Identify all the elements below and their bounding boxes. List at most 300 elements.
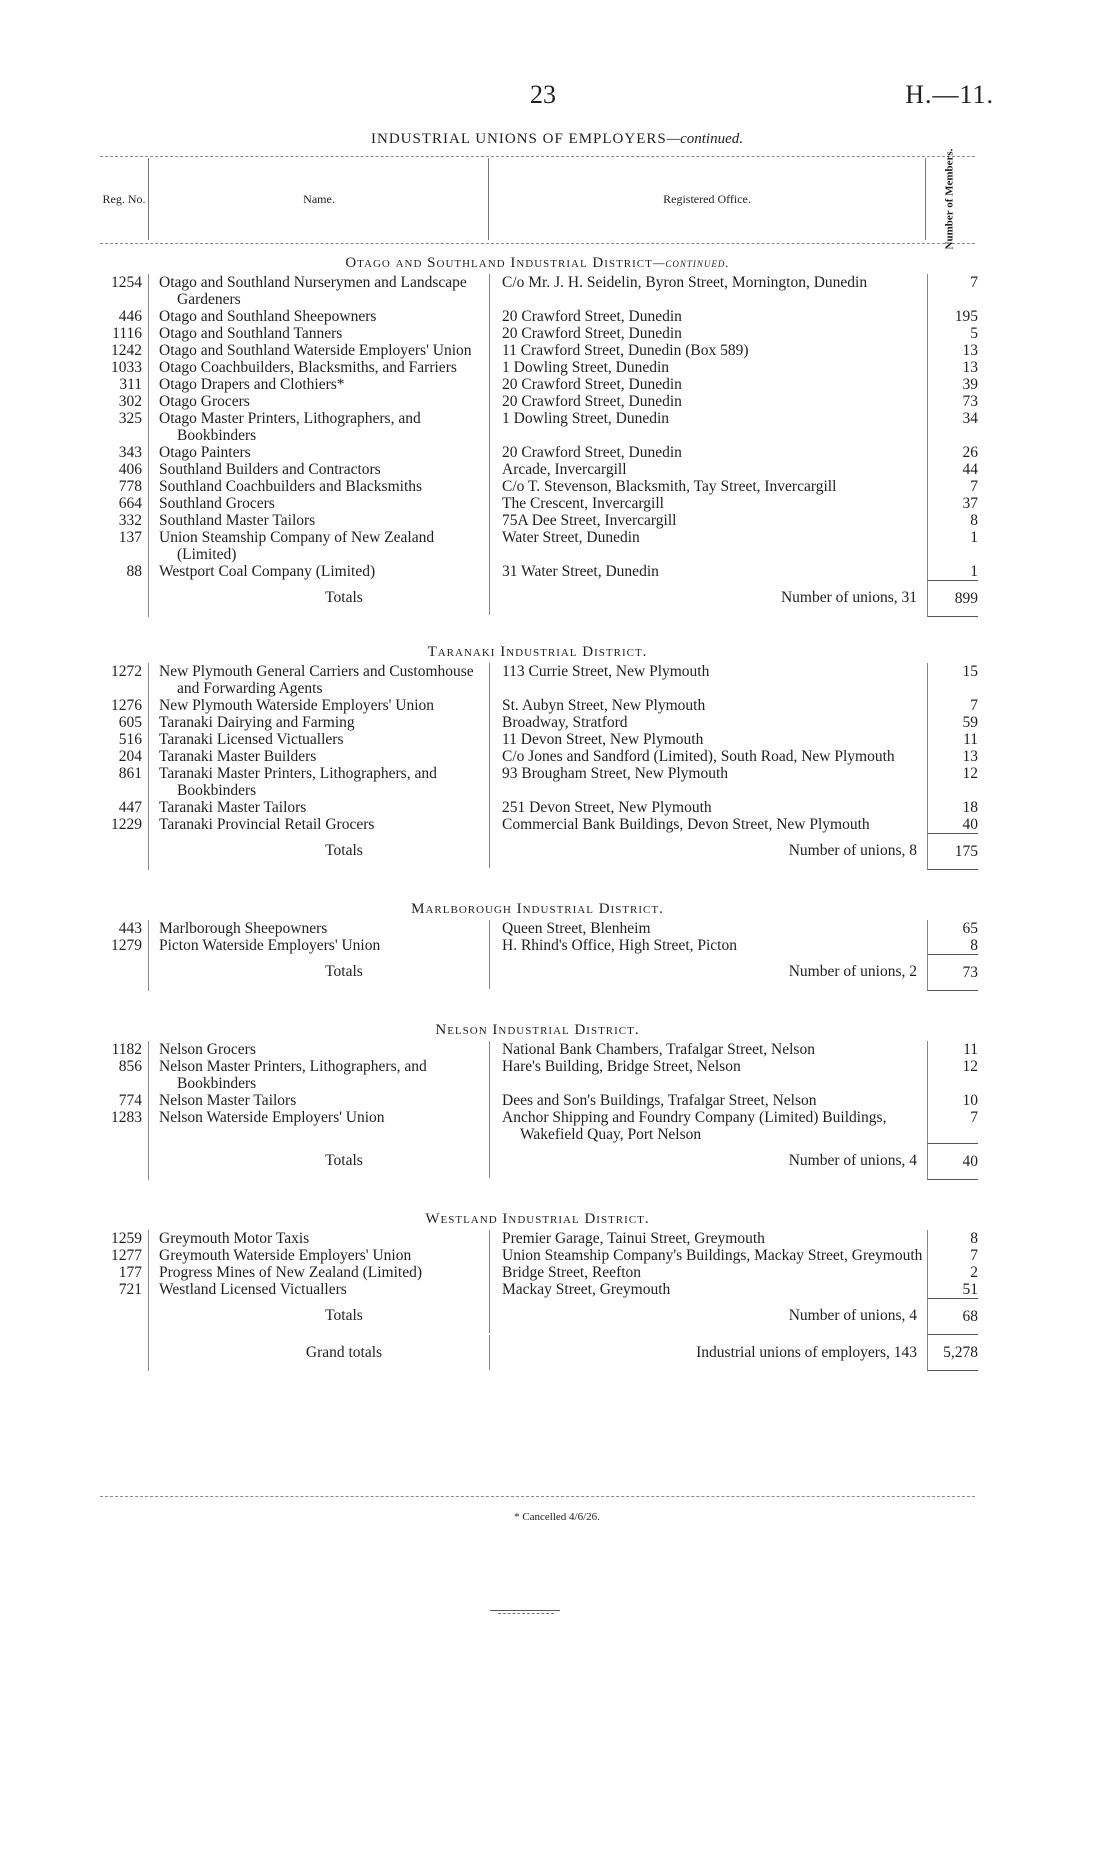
table-row [100, 920, 978, 937]
union-name: Otago and Southland Tanners [159, 325, 343, 342]
union-name-cell [148, 663, 489, 697]
member-count: 13 [927, 748, 978, 765]
member-count: 7 [927, 697, 978, 714]
union-name: Taranaki Master Tailors [159, 799, 307, 816]
column-header-name: Name. [148, 158, 489, 240]
table-row [100, 799, 978, 816]
totals-label: Totals [325, 842, 363, 859]
table-row [100, 714, 978, 731]
totals-union-count-cell [489, 1298, 927, 1333]
member-count: 5 [927, 325, 978, 342]
member-count: 65 [927, 920, 978, 937]
totals-row [100, 954, 978, 991]
union-name-cell [148, 748, 489, 765]
union-name: Taranaki Dairying and Farming [159, 714, 355, 731]
table-row [100, 1092, 978, 1109]
totals-label: Totals [325, 963, 363, 980]
member-count: 1 [927, 563, 978, 580]
table-row [100, 1230, 978, 1247]
totals-members: 68 [927, 1298, 978, 1335]
column-header-reg: Reg. No. [102, 192, 146, 206]
reg-number: 1229 [111, 816, 142, 833]
reg-number: 177 [118, 1264, 142, 1281]
totals-union-count-cell [489, 833, 927, 868]
union-name-cell [148, 342, 489, 359]
district-title [100, 1019, 975, 1041]
union-name: Nelson Master Printers, Lithographers, and Bookbinders [159, 1058, 427, 1092]
totals-label-cell [148, 833, 489, 870]
registered-office: 20 Crawford Street, Dunedin [502, 393, 682, 410]
union-name-cell [148, 1092, 489, 1109]
totals-label-cell [148, 954, 489, 991]
union-name: New Plymouth Waterside Employers' Union [159, 697, 435, 714]
member-count: 195 [927, 308, 978, 325]
registered-office-cell [489, 1058, 927, 1092]
reg-number: 1182 [111, 1041, 142, 1058]
union-name-cell [148, 1281, 489, 1298]
table-row [100, 663, 978, 697]
union-name: Greymouth Waterside Employers' Union [159, 1247, 412, 1264]
reg-number: 516 [118, 731, 142, 748]
registered-office: Mackay Street, Greymouth [502, 1281, 671, 1298]
registered-office: The Crescent, Invercargill [502, 495, 664, 512]
registered-office-cell [489, 512, 927, 529]
heading-main: INDUSTRIAL UNIONS OF EMPLOYERS [371, 131, 667, 147]
reg-number: 721 [118, 1281, 142, 1298]
table-row [100, 461, 978, 478]
district-title-text: Westland Industrial District. [425, 1211, 650, 1227]
member-count: 7 [927, 1247, 978, 1264]
member-count: 7 [927, 1109, 978, 1143]
district-title-text: Nelson Industrial District. [435, 1022, 640, 1038]
table-row [100, 748, 978, 765]
union-name-cell [148, 1230, 489, 1247]
district-title [100, 898, 975, 920]
registered-office-cell [489, 359, 927, 376]
union-name-cell [148, 765, 489, 799]
union-name: Greymouth Motor Taxis [159, 1230, 310, 1247]
member-count: 13 [927, 342, 978, 359]
union-name: Nelson Waterside Employers' Union [159, 1109, 385, 1126]
totals-members: 899 [927, 580, 978, 617]
reg-number: 664 [118, 495, 142, 512]
table-row [100, 937, 978, 954]
registered-office-cell [489, 393, 927, 410]
grand-totals-members: 5,278 [927, 1335, 978, 1371]
grand-totals-reg-empty [100, 1335, 148, 1371]
registered-office: Premier Garage, Tainui Street, Greymouth [502, 1230, 765, 1247]
reg-number: 1242 [111, 342, 142, 359]
union-name-cell [148, 325, 489, 342]
union-name: Taranaki Master Builders [159, 748, 317, 765]
union-name: Otago Grocers [159, 393, 250, 410]
member-count: 15 [927, 663, 978, 697]
union-name-cell [148, 529, 489, 563]
union-name-cell [148, 697, 489, 714]
table-row [100, 444, 978, 461]
grand-totals-union-count: Industrial unions of employers, 143 [696, 1344, 917, 1361]
totals-reg-empty [100, 1143, 148, 1180]
registered-office-cell [489, 1247, 927, 1264]
member-count: 7 [927, 478, 978, 495]
reg-number: 1033 [111, 359, 142, 376]
reg-number: 137 [118, 529, 142, 546]
union-name: Marlborough Sheepowners [159, 920, 328, 937]
registered-office-cell [489, 461, 927, 478]
union-name-cell [148, 359, 489, 376]
totals-reg-empty [100, 954, 148, 991]
member-count: 39 [927, 376, 978, 393]
member-count: 12 [927, 765, 978, 799]
registered-office-cell [489, 663, 927, 697]
registered-office: Bridge Street, Reefton [502, 1264, 642, 1281]
member-count: 8 [927, 1230, 978, 1247]
registered-office: 31 Water Street, Dunedin [502, 563, 659, 580]
union-name-cell [148, 799, 489, 816]
table-row [100, 731, 978, 748]
table-row [100, 410, 978, 444]
registered-office-cell [489, 308, 927, 325]
registered-office: 1 Dowling Street, Dunedin [502, 410, 670, 427]
registered-office: Hare's Building, Bridge Street, Nelson [502, 1058, 741, 1075]
registered-office-cell [489, 376, 927, 393]
district-section [100, 1019, 978, 1208]
union-name-cell [148, 495, 489, 512]
registered-office: Arcade, Invercargill [502, 461, 627, 478]
totals-label-cell [148, 580, 489, 617]
table-row [100, 529, 978, 563]
district-section [100, 252, 978, 641]
totals-reg-empty [100, 580, 148, 617]
registered-office-cell [489, 1281, 927, 1298]
reg-number: 443 [118, 920, 142, 937]
union-name: Otago Master Printers, Lithographers, and Bookbinders [159, 410, 421, 444]
totals-members: 175 [927, 833, 978, 870]
table-row [100, 359, 978, 376]
registered-office: 113 Currie Street, New Plymouth [502, 663, 710, 680]
table-row [100, 342, 978, 359]
header-bottom-rule [100, 243, 975, 244]
union-name: Southland Master Tailors [159, 512, 316, 529]
union-name: Union Steamship Company of New Zealand (Limited) [159, 529, 435, 563]
union-name-cell [148, 1058, 489, 1092]
reg-number: 406 [118, 461, 142, 478]
member-count: 11 [927, 731, 978, 748]
totals-row [100, 833, 978, 870]
registered-office: Dees and Son's Buildings, Trafalgar Street, Nelson [502, 1092, 817, 1109]
member-count: 2 [927, 1264, 978, 1281]
registered-office-cell [489, 444, 927, 461]
reg-number: 88 [126, 563, 142, 580]
totals-reg-empty [100, 833, 148, 870]
reg-number: 302 [118, 393, 142, 410]
union-name: Otago Drapers and Clothiers* [159, 376, 345, 393]
registered-office-cell [489, 748, 927, 765]
grand-totals-union-count-cell [489, 1335, 927, 1370]
member-count: 26 [927, 444, 978, 461]
reg-number: 311 [119, 376, 142, 393]
registered-office: C/o T. Stevenson, Blacksmith, Tay Street, Invercargill [502, 478, 837, 495]
district-title-suffix: —continued. [652, 255, 730, 270]
member-count: 34 [927, 410, 978, 444]
union-name: Picton Waterside Employers' Union [159, 937, 381, 954]
table-row [100, 1247, 978, 1264]
district-title-text: Otago and Southland Industrial District [345, 255, 653, 271]
registered-office: Anchor Shipping and Foundry Company (Limited) Buildings, Wakefield Quay, Port Nelson [502, 1109, 887, 1143]
registered-office-cell [489, 342, 927, 359]
table-row [100, 393, 978, 410]
table-row [100, 512, 978, 529]
registered-office-cell [489, 495, 927, 512]
member-count: 8 [927, 937, 978, 954]
member-count: 51 [927, 1281, 978, 1298]
member-count: 13 [927, 359, 978, 376]
district-title [100, 1208, 975, 1230]
totals-members: 40 [927, 1143, 978, 1180]
totals-label: Totals [325, 589, 363, 606]
table-bottom-rule [100, 1496, 975, 1497]
reg-number: 446 [118, 308, 142, 325]
table-row [100, 697, 978, 714]
reg-number: 1277 [111, 1247, 142, 1264]
union-name-cell [148, 308, 489, 325]
union-count: Number of unions, 4 [788, 1307, 917, 1324]
registered-office: Union Steamship Company's Buildings, Mackay Street, Greymouth [502, 1247, 923, 1264]
registered-office-cell [489, 563, 927, 580]
table-row [100, 1058, 978, 1092]
member-count: 18 [927, 799, 978, 816]
union-name: Otago Painters [159, 444, 251, 461]
reg-number: 343 [118, 444, 142, 461]
reg-number: 1259 [111, 1230, 142, 1247]
member-count: 7 [927, 274, 978, 308]
registered-office: 11 Devon Street, New Plymouth [502, 731, 704, 748]
union-name-cell [148, 1109, 489, 1143]
table-row [100, 325, 978, 342]
registered-office-cell [489, 937, 927, 954]
table-row [100, 765, 978, 799]
member-count: 73 [927, 393, 978, 410]
grand-totals-label: Grand totals [305, 1344, 383, 1361]
table-row [100, 376, 978, 393]
grand-totals-label-cell [148, 1335, 489, 1371]
column-header-members [924, 148, 975, 250]
union-name-cell [148, 1264, 489, 1281]
registered-office: 11 Crawford Street, Dunedin (Box 589) [502, 342, 749, 359]
reg-number: 778 [118, 478, 142, 495]
member-count: 40 [927, 816, 978, 833]
registered-office: 251 Devon Street, New Plymouth [502, 799, 712, 816]
district-title [100, 641, 975, 663]
union-name-cell [148, 461, 489, 478]
reg-number: 605 [118, 714, 142, 731]
union-name-cell [148, 512, 489, 529]
union-name: New Plymouth General Carriers and Customhouse and Forwarding Agents [159, 663, 474, 697]
member-count: 11 [927, 1041, 978, 1058]
member-count: 1 [927, 529, 978, 563]
totals-reg-empty [100, 1298, 148, 1335]
union-name-cell [148, 376, 489, 393]
column-header-office: Registered Office. [488, 158, 926, 240]
district-title-text: Taranaki Industrial District. [427, 644, 648, 660]
registered-office-cell [489, 731, 927, 748]
union-name: Taranaki Provincial Retail Grocers [159, 816, 375, 833]
registered-office: 1 Dowling Street, Dunedin [502, 359, 670, 376]
end-rule [490, 1610, 560, 1611]
union-count: Number of unions, 2 [788, 963, 917, 980]
registered-office-cell [489, 478, 927, 495]
registered-office-cell [489, 1230, 927, 1247]
union-name: Westland Licensed Victuallers [159, 1281, 347, 1298]
section-spacer [100, 991, 975, 1019]
union-name: Taranaki Master Printers, Lithographers, and Bookbinders [159, 765, 437, 799]
registered-office: Queen Street, Blenheim [502, 920, 651, 937]
reg-number: 861 [118, 765, 142, 782]
union-name: Otago and Southland Waterside Employers' Union [159, 342, 472, 359]
district-section [100, 641, 978, 898]
registered-office-cell [489, 529, 927, 563]
totals-label-cell [148, 1143, 489, 1180]
union-name: Otago and Southland Nurserymen and Landscape Gardeners [159, 274, 467, 308]
union-name: Progress Mines of New Zealand (Limited) [159, 1264, 423, 1281]
union-name: Southland Builders and Contractors [159, 461, 381, 478]
reg-number: 856 [118, 1058, 142, 1075]
page-heading [0, 131, 1114, 148]
registered-office: 20 Crawford Street, Dunedin [502, 308, 682, 325]
table-row [100, 495, 978, 512]
header-top-rule [100, 156, 975, 157]
union-name-cell [148, 731, 489, 748]
member-count: 44 [927, 461, 978, 478]
union-name: Taranaki Licensed Victuallers [159, 731, 344, 748]
registered-office-cell [489, 1109, 927, 1143]
registered-office-cell [489, 325, 927, 342]
reg-number: 1254 [111, 274, 142, 291]
registered-office-cell [489, 697, 927, 714]
end-rule-dashed [498, 1613, 554, 1614]
table-row [100, 816, 978, 833]
union-name-cell [148, 274, 489, 308]
registered-office-cell [489, 816, 927, 833]
totals-row [100, 1143, 978, 1180]
union-name: Nelson Grocers [159, 1041, 256, 1058]
union-count: Number of unions, 8 [788, 842, 917, 859]
table-row [100, 478, 978, 495]
registered-office-cell [489, 274, 927, 308]
grand-totals-row [100, 1335, 978, 1371]
registered-office: 75A Dee Street, Invercargill [502, 512, 677, 529]
union-name: Nelson Master Tailors [159, 1092, 297, 1109]
registered-office: 20 Crawford Street, Dunedin [502, 376, 682, 393]
registered-office: Water Street, Dunedin [502, 529, 640, 546]
registered-office-cell [489, 1041, 927, 1058]
union-name-cell [148, 1041, 489, 1058]
registered-office: National Bank Chambers, Trafalgar Street, Nelson [502, 1041, 815, 1058]
registered-office-cell [489, 1264, 927, 1281]
table-row [100, 1264, 978, 1281]
document-reference: H.—11. [905, 80, 994, 109]
registered-office: Broadway, Stratford [502, 714, 628, 731]
table-row [100, 563, 978, 580]
totals-union-count-cell [489, 1143, 927, 1178]
section-spacer [100, 617, 975, 641]
registered-office: St. Aubyn Street, New Plymouth [502, 697, 706, 714]
registered-office-cell [489, 714, 927, 731]
member-count: 12 [927, 1058, 978, 1092]
reg-number: 1276 [111, 697, 142, 714]
union-name-cell [148, 816, 489, 833]
registered-office-cell [489, 799, 927, 816]
union-name-cell [148, 714, 489, 731]
member-count: 59 [927, 714, 978, 731]
totals-label: Totals [325, 1152, 363, 1169]
totals-label: Totals [325, 1307, 363, 1324]
union-count: Number of unions, 31 [780, 589, 917, 606]
reg-number: 332 [118, 512, 142, 529]
table-row [100, 1041, 978, 1058]
reg-number: 1279 [111, 937, 142, 954]
reg-number: 1272 [111, 663, 142, 680]
member-count: 10 [927, 1092, 978, 1109]
union-name-cell [148, 393, 489, 410]
reg-number: 1116 [112, 325, 142, 342]
reg-number: 325 [118, 410, 142, 427]
reg-number: 204 [118, 748, 142, 765]
section-spacer [100, 1180, 975, 1208]
table-row [100, 308, 978, 325]
column-header-members-label: Number of Members. [943, 148, 956, 250]
union-name-cell [148, 937, 489, 954]
registered-office: C/o Jones and Sandford (Limited), South Road, New Plymouth [502, 748, 895, 765]
section-spacer [100, 870, 975, 898]
totals-members: 73 [927, 954, 978, 991]
totals-union-count-cell [489, 580, 927, 615]
union-count: Number of unions, 4 [788, 1152, 917, 1169]
union-name: Westport Coal Company (Limited) [159, 563, 376, 580]
district-section [100, 898, 978, 1019]
registered-office: 20 Crawford Street, Dunedin [502, 325, 682, 342]
union-name: Otago Coachbuilders, Blacksmiths, and Farriers [159, 359, 457, 376]
registered-office-cell [489, 410, 927, 444]
table-row [100, 1281, 978, 1298]
registered-office: H. Rhind's Office, High Street, Picton [502, 937, 737, 954]
district-title-text: Marlborough Industrial District. [411, 901, 664, 917]
registered-office-cell [489, 1092, 927, 1109]
union-name: Otago and Southland Sheepowners [159, 308, 377, 325]
totals-row [100, 1298, 978, 1335]
union-name-cell [148, 444, 489, 461]
union-name-cell [148, 478, 489, 495]
table-row [100, 274, 978, 308]
union-name-cell [148, 563, 489, 580]
totals-label-cell [148, 1298, 489, 1335]
totals-union-count-cell [489, 954, 927, 989]
page-number: 23 [530, 80, 556, 109]
footnote: * Cancelled 4/6/26. [514, 1511, 600, 1523]
reg-number: 774 [118, 1092, 142, 1109]
heading-suffix: —continued. [666, 131, 743, 147]
reg-number: 1283 [111, 1109, 142, 1126]
union-name-cell [148, 1247, 489, 1264]
reg-number: 447 [118, 799, 142, 816]
registered-office: C/o Mr. J. H. Seidelin, Byron Street, Mornington, Dunedin [502, 274, 868, 291]
table-row [100, 1109, 978, 1143]
member-count: 37 [927, 495, 978, 512]
table-header [100, 148, 975, 250]
table-body [100, 252, 978, 1371]
union-name: Southland Coachbuilders and Blacksmiths [159, 478, 423, 495]
union-name-cell [148, 410, 489, 444]
